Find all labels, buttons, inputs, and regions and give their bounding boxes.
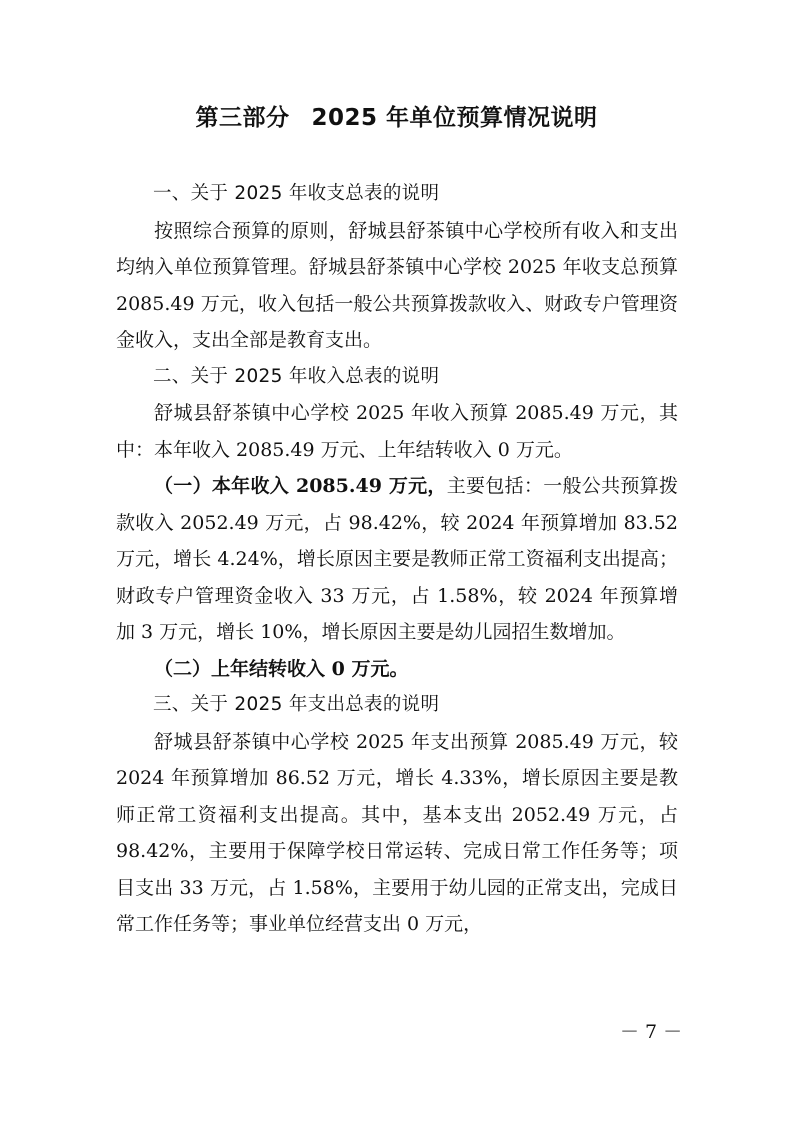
- section-2-heading: 二、关于 2025 年收入总表的说明: [153, 365, 440, 387]
- section-2-sub1-text: 主要包括：一般公共预算拨款收入 2052.49 万元，占 98.42%，较 2024 年预算增加 83.52 万元，增长 4.24%，增长原因主要是教师正常工资福利支出提高；财政专户管理资金收入 33 万元，占 1.58%，较 2024 年预算增加 3 万元，增长 10%，增长原因主要是幼儿园招生数增加。: [116, 475, 678, 643]
- section-1-heading: 一、关于 2025 年收支总表的说明: [153, 183, 440, 204]
- section-2-sub2-paragraph: （二）上年结转收入 0 万元。: [154, 657, 409, 680]
- page-number: － 7 －: [620, 1021, 683, 1043]
- title-main-label: 2025 年单位预算情况说明: [311, 105, 598, 131]
- section-3-heading: 三、关于 2025 年支出总表的说明: [153, 694, 440, 715]
- section-2-sub1-lead: （一）本年收入 2085.49 万元，: [154, 475, 447, 497]
- section-2-sub1-paragraph: [116, 468, 678, 651]
- title-part-label: 第三部分: [195, 105, 290, 131]
- page-title: [0, 100, 793, 136]
- section-3-paragraph: 舒城县舒茶镇中心学校 2025 年支出预算 2085.49 万元，较 2024 年预算增加 86.52 万元，增长 4.33%，增长原因主要是教师正常工资福利支出提高。其中，基本支出 2052.49 万元，占 98.42%，主要用于保障学校日常运转、完成日常工作任务等；项目支出 33 万元，占 1.58%，主要用于幼儿园的正常支出，完成日常工作任务等；事业单位经营支出 0 万元，: [116, 730, 678, 935]
- section-1-paragraph: 按照综合预算的原则，舒城县舒茶镇中心学校所有收入和支出均纳入单位预算管理。舒城县舒茶镇中心学校 2025 年收支总预算 2085.49 万元，收入包括一般公共预算拨款收入、财政专户管理资金收入，支出全部是教育支出。: [116, 219, 678, 351]
- document-body: [116, 176, 678, 943]
- section-2-paragraph: 舒城县舒茶镇中心学校 2025 年收入预算 2085.49 万元，其中：本年收入 2085.49 万元、上年结转收入 0 万元。: [116, 402, 678, 461]
